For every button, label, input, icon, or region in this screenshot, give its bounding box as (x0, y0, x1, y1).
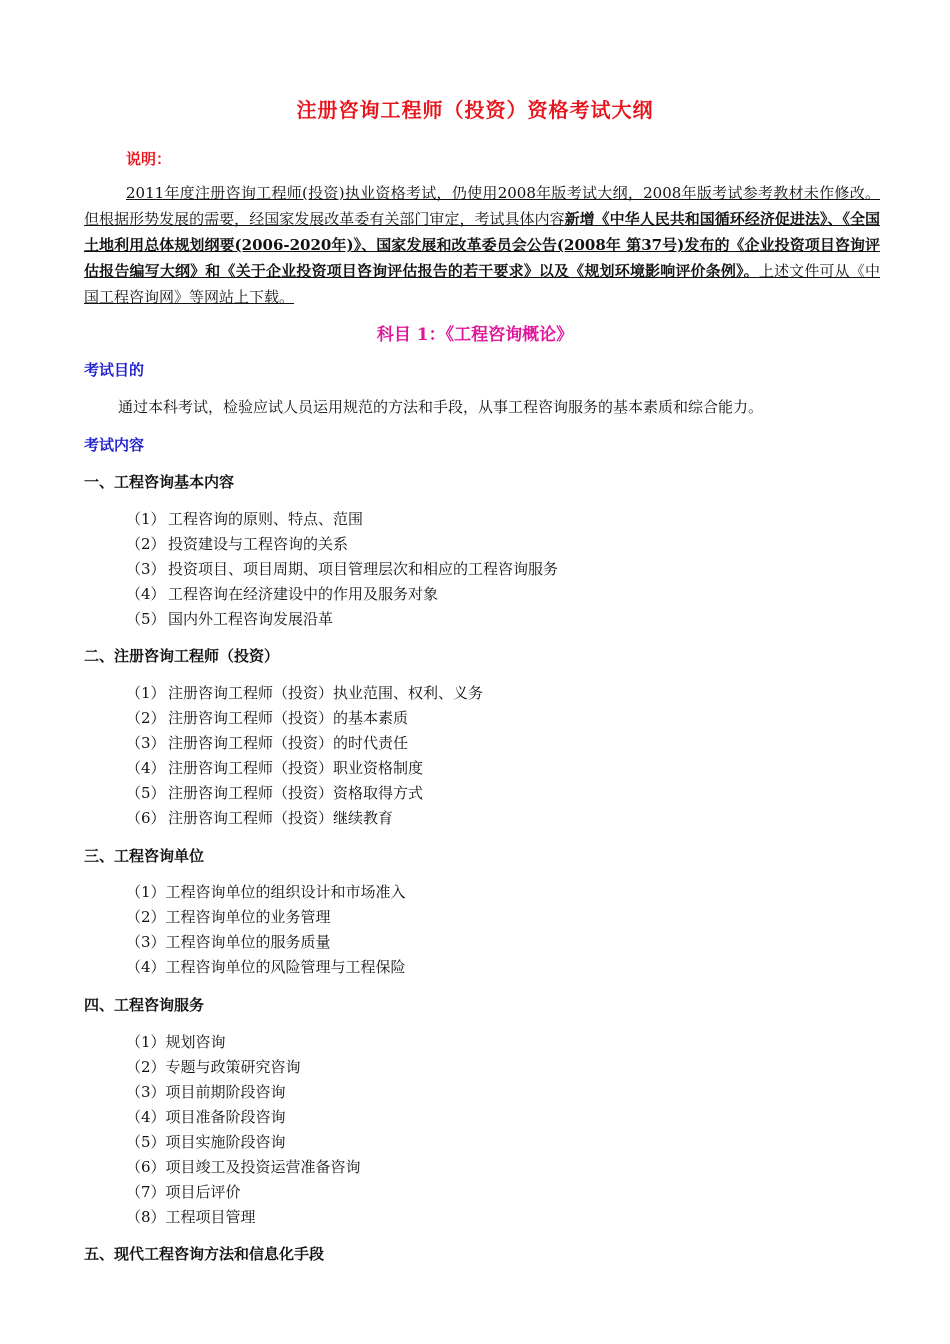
list-item: （3） 投资项目、项目周期、项目管理层次和相应的工程咨询服务 (126, 560, 559, 578)
list-item: （2） 注册咨询工程师（投资）的基本素质 (126, 709, 409, 727)
list-item: （4） 注册咨询工程师（投资）职业资格制度 (126, 759, 424, 777)
list-item: （1）工程咨询单位的组织设计和市场准入 (126, 883, 406, 901)
list-item: （5） 国内外工程咨询发展沿革 (126, 610, 334, 628)
purpose-text: 通过本科考试，检验应试人员运用规范的方法和手段，从事工程咨询服务的基本素质和综合能力。 (118, 398, 764, 416)
list-item: （1）规划咨询 (126, 1033, 226, 1051)
list-item: （2）专题与政策研究咨询 (126, 1058, 301, 1076)
subject-heading: 科目 1：《工程咨询概论》 (376, 325, 574, 345)
section-heading: 四、工程咨询服务 (84, 996, 205, 1014)
list-item: （4）项目准备阶段咨询 (126, 1108, 286, 1126)
list-item: （3） 注册咨询工程师（投资）的时代责任 (126, 734, 409, 752)
list-item: （2） 投资建设与工程咨询的关系 (126, 535, 349, 553)
section-heading: 三、工程咨询单位 (84, 847, 205, 865)
list-item: （5）项目实施阶段咨询 (126, 1133, 286, 1151)
document-title: 注册咨询工程师（投资）资格考试大纲 (296, 98, 654, 122)
note-label: 说明： (126, 150, 172, 168)
section-heading: 一、工程咨询基本内容 (84, 473, 235, 491)
list-item: （5） 注册咨询工程师（投资）资格取得方式 (126, 784, 424, 802)
intro-bold: 新增《中华人民共和国循环经济促进法》、《全国土地利用总体规划纲要(2006-2020年)》、国家发展和改革委员会公告(2008年 第37号)发布的《企业投资项目咨询评估报告编写大纲》和《关于企业投资项目咨询评估报告的若干要求》以及《规划环境影响评价条例》。 (84, 210, 880, 280)
purpose-heading: 考试目的 (84, 361, 145, 379)
list-item: （7）项目后评价 (126, 1183, 241, 1201)
list-item: （4） 工程咨询在经济建设中的作用及服务对象 (126, 585, 439, 603)
content-heading: 考试内容 (84, 436, 145, 454)
list-item: （6） 注册咨询工程师（投资）继续教育 (126, 809, 394, 827)
list-item: （3）工程咨询单位的服务质量 (126, 933, 331, 951)
list-item: （1） 注册咨询工程师（投资）执业范围、权利、义务 (126, 684, 484, 702)
list-item: （2）工程咨询单位的业务管理 (126, 908, 331, 926)
intro-part2: 上述文件可从《中国工程咨询网》等网站上下载。 (84, 262, 880, 306)
list-item: （1） 工程咨询的原则、特点、范围 (126, 510, 364, 528)
list-item: （6）项目竣工及投资运营准备咨询 (126, 1158, 361, 1176)
intro-paragraph (84, 180, 880, 310)
list-item: （3）项目前期阶段咨询 (126, 1083, 286, 1101)
list-item: （8）工程项目管理 (126, 1208, 256, 1226)
section-heading: 五、现代工程咨询方法和信息化手段 (84, 1245, 325, 1263)
section-heading: 二、注册咨询工程师（投资） (84, 647, 280, 665)
list-item: （4）工程咨询单位的风险管理与工程保险 (126, 958, 406, 976)
intro-part1: 2011年度注册咨询工程师(投资)执业资格考试，仍使用2008年版考试大纲，2008年版考试参考教材未作修改。但根据形势发展的需要，经国家发展改革委有关部门审定，考试具体内容 (84, 184, 880, 228)
